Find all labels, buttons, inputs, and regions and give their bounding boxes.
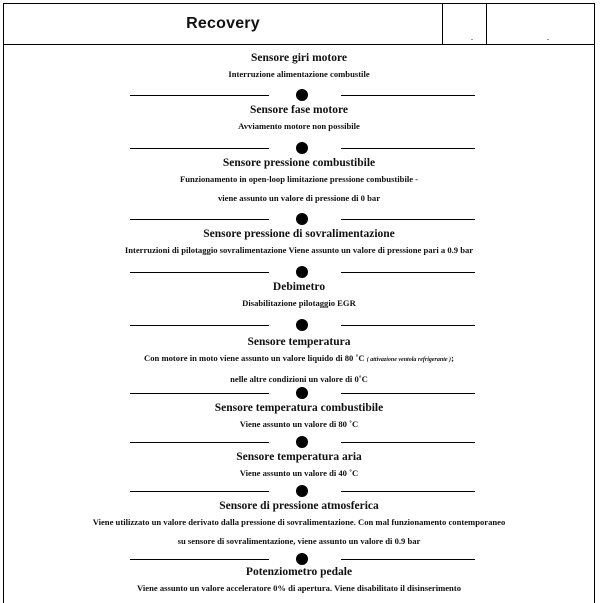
page-title: Recovery: [186, 15, 260, 32]
header-empty-cell-1: [443, 4, 487, 44]
separator-line-left: [130, 442, 269, 443]
section-sensore-temperatura: [4, 335, 594, 389]
section-title: Potenziometro pedale: [245, 566, 353, 578]
bullet-dot-icon: [296, 266, 308, 278]
section-title: Sensore temperatura aria: [236, 451, 362, 463]
separator-line-right: [341, 148, 475, 149]
bullet-dot-icon: [296, 436, 308, 448]
section-text: Disabilitazione pilotaggio EGR: [242, 298, 356, 308]
separator-line-right: [341, 393, 475, 394]
section-sensore-giri-motore: [4, 51, 594, 84]
bullet-dot-icon: [296, 319, 308, 331]
section-text: Funzionamento in open-loop limitazione pressione combustibile -: [179, 174, 419, 184]
header-table: [4, 4, 594, 45]
bullet-dot-icon: [296, 213, 308, 225]
header-empty-cell-2: [487, 4, 594, 44]
section-sensore-pressione-atmosferica: [4, 499, 594, 551]
separator: [4, 319, 594, 331]
section-text: Interruzioni di pilotaggio sovralimentazione Viene assunto un valore di pressione pari a 0.9 bar: [124, 245, 474, 255]
section-sensore-temperatura-combustibile: [4, 401, 594, 434]
separator: [4, 553, 594, 565]
section-potenziometro-pedale: [4, 565, 594, 598]
separator-line-left: [130, 148, 269, 149]
section-title: Sensore fase motore: [250, 104, 348, 116]
separator-line-left: [130, 219, 269, 220]
section-title: Sensore temperatura combustibile: [214, 402, 384, 414]
separator: [4, 485, 594, 497]
section-text: Avviamento motore non possibile: [238, 121, 360, 131]
section-title: Sensore pressione di sovralimentazione: [203, 228, 395, 240]
separator: [4, 213, 594, 225]
section-text: [4, 349, 594, 370]
section-title: Sensore giri motore: [250, 52, 348, 64]
section-sensore-fase-motore: [4, 103, 594, 136]
separator-line-left: [130, 559, 269, 560]
section-text: su sensore di sovralimentazione, viene assunto un valore di 0.9 bar: [177, 536, 421, 546]
separator-line-right: [341, 272, 475, 273]
section-text-note: ( attivazione ventola refrigerante ): [366, 357, 452, 363]
section-sensore-pressione-combustibile: [4, 156, 594, 208]
separator-line-left: [130, 393, 269, 394]
section-text: nelle altre condizioni un valore di 0˚C: [230, 374, 368, 384]
separator-line-right: [341, 491, 475, 492]
separator: [4, 266, 594, 278]
section-text: Interruzione alimentazione combustile: [228, 69, 370, 79]
section-sensore-temperatura-aria: [4, 450, 594, 483]
section-debimetro: [4, 280, 594, 313]
recovery-document: [3, 3, 595, 603]
bullet-dot-icon: [296, 89, 308, 101]
separator-line-left: [130, 272, 269, 273]
section-title: Sensore di pressione atmosferica: [219, 500, 379, 512]
section-sensore-pressione-sovralimentazione: [4, 227, 594, 260]
separator-line-left: [130, 491, 269, 492]
separator-line-right: [341, 325, 475, 326]
separator-line-right: [341, 559, 475, 560]
section-text: Viene assunto un valore acceleratore 0% di apertura. Viene disabilitato il disinserimento: [137, 583, 461, 593]
separator-line-right: [341, 219, 475, 220]
separator-line-right: [341, 442, 475, 443]
section-text: Viene utilizzato un valore derivato dalla pressione di sovralimentazione. Con mal funzionamento contemporaneo: [92, 517, 506, 527]
separator-line-left: [130, 95, 269, 96]
separator-line-left: [130, 325, 269, 326]
separator: [4, 89, 594, 101]
section-text-end: ;: [451, 353, 454, 363]
separator: [4, 142, 594, 154]
bullet-dot-icon: [296, 387, 308, 399]
separator-line-right: [341, 95, 475, 96]
section-text-main: Con motore in moto viene assunto un valore liquido di 80 ˚C: [144, 353, 365, 363]
bullet-dot-icon: [296, 553, 308, 565]
cell-mark: [547, 39, 549, 40]
section-title: Debimetro: [272, 281, 326, 293]
title-cell: [4, 4, 443, 44]
section-text: Viene assunto un valore di 40 ˚C: [239, 468, 359, 478]
separator: [4, 387, 594, 399]
section-text: Viene assunto un valore di 80 ˚C: [239, 419, 359, 429]
cell-mark: [471, 39, 473, 40]
bullet-dot-icon: [296, 142, 308, 154]
separator: [4, 436, 594, 448]
section-title: Sensore temperatura: [247, 336, 351, 348]
bullet-dot-icon: [296, 485, 308, 497]
section-title: Sensore pressione combustibile: [222, 157, 376, 169]
section-text: viene assunto un valore di pressione di 0 bar: [217, 193, 381, 203]
